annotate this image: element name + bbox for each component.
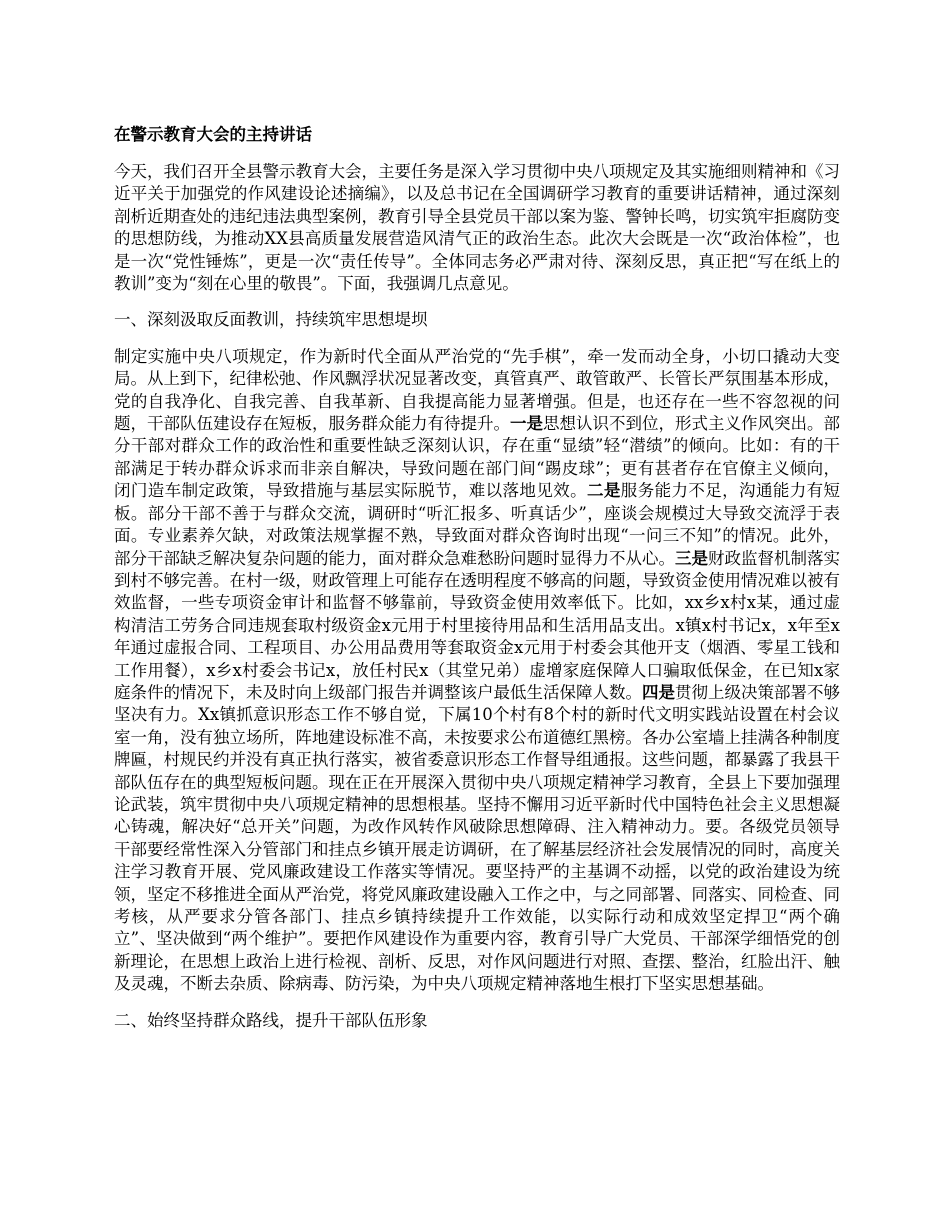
point-3-label: 三是 [675, 548, 708, 568]
point-4-label: 四是 [642, 682, 675, 702]
point-1-label: 一是 [510, 414, 543, 434]
intro-paragraph: 今天，我们召开全县警示教育大会，主要任务是深入学习贯彻中央八项规定及其实施细则精神和《习近平关于加强党的作风建设论述摘编》，以及总书记在全国调研学习教育的重要讲话精神，通过深刻剖析近期查处的违纪违法典型案例，教育引导全县党员干部以案为鉴、警钟长鸣，切实筑牢拒腐防变的思想防线，为推动XX县高质量发展营造风清气正的政治生态。此次大会既是一次“政治体检”，也是一次“党性锤炼”，更是一次“责任传导”。全体同志务必严肃对待、深刻反思，真正把“写在纸上的教训”变为“刻在心里的敬畏”。下面，我强调几点意见。 [114, 162, 840, 294]
section-2-heading: 二、始终坚持群众路线，提升干部队伍形象 [114, 1010, 428, 1030]
section-1-text-e: 贯彻上级决策部署不够坚决有力。Xx镇抓意识形态工作不够自觉，下属10个村有8个村的新时代文明实践站设置在村会议室一角，没有独立场所，阵地建设标准不高，未按要求公布道德红黑榜。各办公室墙上挂满各种制度牌匾，村规民约并没有真正执行落实，被省委意识形态工作督导组通报。这些问题，都暴露了我县干部队伍存在的典型短板问题。现在正在开展深入贯彻中央八项规定精神学习教育，全县上下要加强理论武装，筑牢贯彻中央八项规定精神的思想根基。坚持不懈用习近平新时代中国特色社会主义思想凝心铸魂，解决好“总开关”问题，为改作风转作风破除思想障碍、注入精神动力。要。各级党员领导干部要经常性深入分管部门和挂点乡镇开展走访调研，在了解基层经济社会发展情况的同时，高度关注学习教育开展、党风廉政建设工作落实等情况。要坚持严的主基调不动摇，以党的政治建设为统领，坚定不移推进全面从严治党，将党风廉政建设融入工作之中，与之同部署、同落实、同检查、同考核，从严要求分管各部门、挂点乡镇持续提升工作效能，以实际行动和成效坚定捍卫“两个确立”、坚决做到“两个维护”。要把作风建设作为重要内容，教育引导广大党员、干部深学细悟党的创新理论，在思想上政治上进行检视、剖析、反思，对作风问题进行对照、查摆、整治，红脸出汗、触及灵魂，不断去杂质、除病毒、防污染，为中央八项规定精神落地生根打下坚实思想基础。 [114, 682, 840, 994]
section-1-text-b: 思想认识不到位，形式主义作风突出。部分干部对群众工作的政治性和重要性缺乏深刻认识，存在重“显绩”轻“潜绩”的倾向。比如：有的干部满足于转办群众诉求而非亲自解决，导致问题在部门间“踢皮球”；更有甚者存在官僚主义倾向，闭门造车制定政策，导致措施与基层实际脱节，难以落地见效。 [114, 414, 840, 501]
section-1-text-a: 制定实施中央八项规定，作为新时代全面从严治党的“先手棋”，牵一发而动全身，小切口撬动大变局。从上到下，纪律松弛、作风飘浮状况显著改变，真管真严、敢管敢严、长管长严氛围基本形成，党的自我净化、自我完善、自我革新、自我提高能力显著增强。但是，也还存在一些不容忽视的问题，干部队伍建设存在短板，服务群众能力有待提升。 [114, 346, 840, 434]
section-1-body [114, 346, 840, 996]
section-1-heading: 一、深刻汲取反面教训，持续筑牢思想堤坝 [114, 310, 428, 330]
point-2-label: 二是 [587, 481, 621, 501]
section-1-text-d: 财政监督机制落实到村不够完善。在村一级，财政管理上可能存在透明程度不够高的问题，导致资金使用情况难以被有效监督，一些专项资金审计和监督不够靠前，导致资金使用效率低下。比如，xx乡x村x某，通过虚构清洁工劳务合同违规套取村级资金x元用于村里接待用品和生活用品支出。x镇x村书记x，x年至x年通过虚报合同、工程项目、办公用品费用等套取资金x元用于村委会其他开支（烟酒、零星工钱和工作用餐），x乡x村委会书记x，放任村民x（其堂兄弟）虚增家庭保障人口骗取低保金，在已知x家庭条件的情况下，未及时向上级部门报告并调整该户最低生活保障人数。 [114, 548, 840, 702]
document-page [114, 124, 840, 1046]
section-1-text-c: 服务能力不足，沟通能力有短板。部分干部不善于与群众交流，调研时“听汇报多、听真话少”，座谈会规模过大导致交流浮于表面。专业素养欠缺，对政策法规掌握不熟，导致面对群众咨询时出现“一问三不知”的情况。此外，部分干部缺乏解决复杂问题的能力，面对群众急难愁盼问题时显得力不从心。 [114, 481, 841, 568]
document-title: 在警示教育大会的主持讲话 [114, 125, 312, 144]
